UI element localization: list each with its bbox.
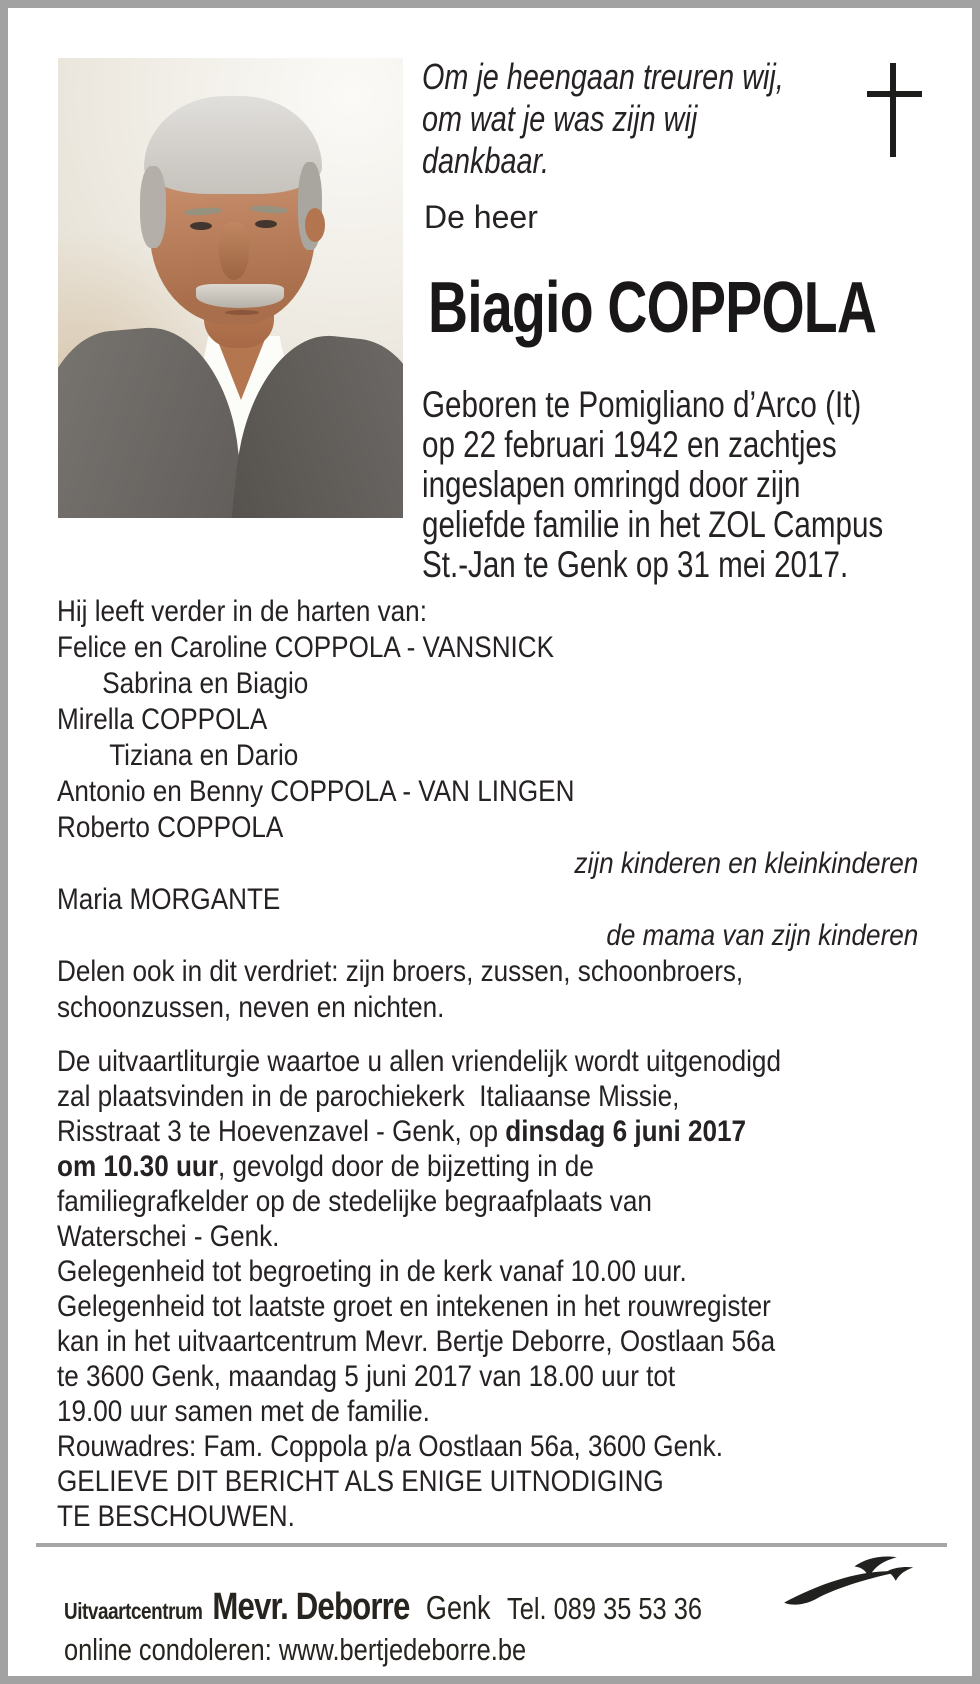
salutation: De heer — [424, 199, 538, 235]
survivor-line: Antonio en Benny COPPOLA - VAN LINGEN — [57, 775, 575, 808]
invitation-notice: TE BESCHOUWEN. — [57, 1500, 295, 1533]
deceased-photo — [58, 58, 403, 518]
survivor-line: Maria MORGANTE — [57, 883, 281, 916]
photo-ear — [305, 208, 325, 242]
survivors-list — [57, 594, 918, 1026]
funeral-line — [57, 1114, 918, 1149]
photo-nose — [219, 222, 249, 280]
funeral-text: , gevolgd door de bijzetting in de — [218, 1150, 594, 1183]
birth-death-line: St.-Jan te Genk op 31 mei 2017. — [422, 544, 849, 585]
survivor-line: Delen ook in dit verdriet: zijn broers, zussen, schoonbroers, — [57, 955, 744, 988]
funeral-home-name: Mevr. Deborre — [212, 1586, 410, 1628]
survivor-line: schoonzussen, neven en nichten. — [57, 991, 445, 1024]
online-condolence-text: online condoleren: www.bertjedeborre.be — [64, 1632, 527, 1667]
funeral-home-phone: Tel. 089 35 53 36 — [506, 1591, 703, 1626]
funeral-line: zal plaatsvinden in de parochiekerk Italiaanse Missie, — [57, 1080, 680, 1113]
footer-divider — [36, 1543, 947, 1547]
funeral-line: 19.00 uur samen met de familie. — [57, 1395, 430, 1428]
invitation-notice: GELIEVE DIT BERICHT ALS ENIGE UITNODIGING — [57, 1465, 664, 1498]
birth-death-line: Geboren te Pomigliano d’Arco (It) — [422, 384, 862, 425]
deceased-name: Biagio COPPOLA — [428, 268, 877, 348]
funeral-home-city: Genk — [425, 1589, 491, 1626]
birth-death-line: geliefde familie in het ZOL Campus — [422, 504, 884, 545]
funeral-date: dinsdag 6 juni 2017 — [505, 1115, 747, 1148]
survivor-line: Roberto COPPOLA — [57, 811, 284, 844]
funeral-home-info — [64, 1587, 702, 1627]
survivor-line: Felice en Caroline COPPOLA - VANSNICK — [57, 631, 555, 664]
photo-mouth — [225, 310, 259, 315]
birds-swoosh-logo-icon — [780, 1554, 935, 1616]
relation-caption: zijn kinderen en kleinkinderen — [574, 847, 919, 880]
funeral-line: familiegrafkelder op de stedelijke begraafplaats van — [57, 1185, 652, 1218]
survivor-line: Sabrina en Biagio — [102, 667, 309, 700]
survivor-line: Mirella COPPOLA — [57, 703, 268, 736]
survivors-intro: Hij leeft verder in de harten van: — [57, 595, 427, 628]
photo-hair-left — [140, 166, 166, 248]
cross-icon — [867, 91, 922, 97]
funeral-details — [57, 1044, 918, 1534]
funeral-line: Gelegenheid tot laatste groet en intekenen in het rouwregister — [57, 1290, 771, 1323]
photo-right-eye — [255, 220, 277, 228]
birth-death-text — [422, 385, 883, 585]
funeral-time: om 10.30 uur — [57, 1150, 219, 1183]
funeral-line: Waterschei - Genk. — [57, 1220, 280, 1253]
memorial-quote — [422, 56, 784, 182]
birth-death-line: op 22 februari 1942 en zachtjes — [422, 424, 837, 465]
funeral-line: kan in het uitvaartcentrum Mevr. Bertje Deborre, Oostlaan 56a — [57, 1325, 776, 1358]
funeral-text: Risstraat 3 te Hoevenzavel - Genk, op — [57, 1115, 506, 1148]
funeral-line: te 3600 Genk, maandag 5 juni 2017 van 18.00 uur tot — [57, 1360, 676, 1393]
birth-death-line: ingeslapen omringd door zijn — [422, 464, 801, 505]
quote-line: Om je heengaan treuren wij, — [422, 56, 784, 97]
funeral-line — [57, 1149, 918, 1184]
survivor-line: Tiziana en Dario — [109, 739, 299, 772]
mourning-address: Rouwadres: Fam. Coppola p/a Oostlaan 56a, 3600 Genk. — [57, 1430, 723, 1463]
photo-left-eye — [190, 222, 212, 230]
quote-line: dankbaar. — [422, 140, 550, 181]
funeral-line: Gelegenheid tot begroeting in de kerk vanaf 10.00 uur. — [57, 1255, 687, 1288]
photo-mustache — [196, 284, 284, 308]
funeral-line: De uitvaartliturgie waartoe u allen vriendelijk wordt uitgenodigd — [57, 1045, 781, 1078]
relation-caption: de mama van zijn kinderen — [606, 919, 919, 952]
quote-line: om wat je was zijn wij — [422, 98, 698, 139]
cross-icon — [890, 63, 896, 157]
funeral-home-label: Uitvaartcentrum — [64, 1598, 203, 1624]
